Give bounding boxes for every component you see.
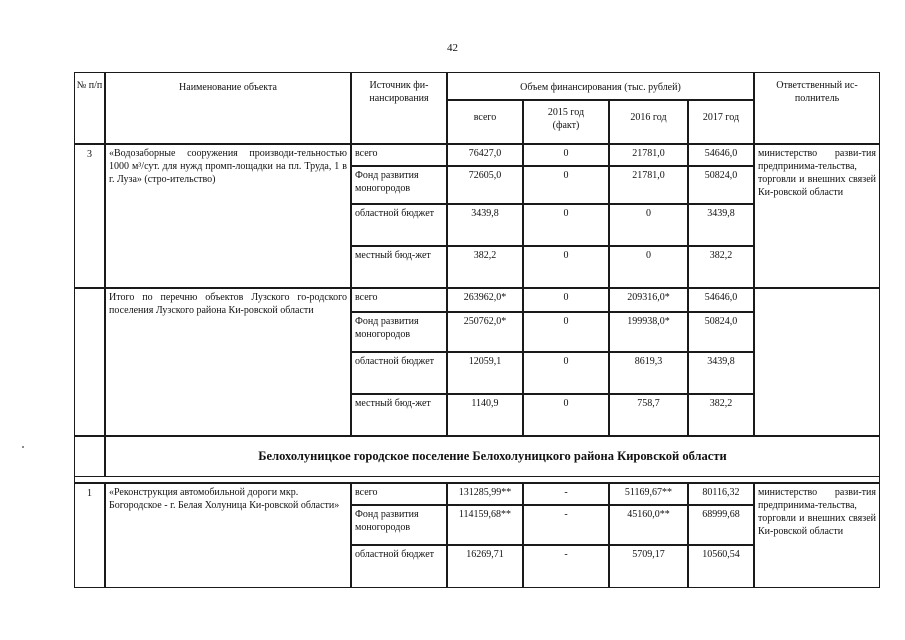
y2015-cell: 0 [523,204,609,246]
row-number: 1 [74,483,105,588]
y2016-cell: 5709,17 [609,545,688,588]
y2015-cell: 0 [523,312,609,352]
header-object-name: Наименование объекта [105,72,351,144]
y2017-cell: 50824,0 [688,166,754,204]
y2015-cell: - [523,483,609,505]
section-title: Белохолуницкое городское поселение Белохолуницкого района Кировской области [105,436,880,477]
subtotal-name: Итого по перечню объектов Лузского го-родского поселения Лузского района Ки-ровской области [105,288,351,436]
row-number [74,288,105,436]
header-funding-volume: Объем финансирования (тыс. рублей) [447,72,754,100]
y2017-cell: 382,2 [688,394,754,436]
y2017-cell: 50824,0 [688,312,754,352]
header-num: № п/п [74,72,105,144]
header-total: всего [447,100,523,144]
y2015-cell: 0 [523,246,609,288]
source-cell: областной бюджет [351,204,447,246]
y2017-cell: 80116,32 [688,483,754,505]
y2015-cell: 0 [523,288,609,312]
total-cell: 16269,71 [447,545,523,588]
y2017-cell: 68999,68 [688,505,754,545]
financing-table [74,72,880,588]
section-num-cell [74,436,105,477]
source-cell: всего [351,144,447,166]
total-cell: 12059,1 [447,352,523,394]
source-cell: областной бюджет [351,545,447,588]
total-cell: 114159,68** [447,505,523,545]
object-name: «Реконструкция автомобильной дороги мкр. Богородское - г. Белая Холуница Ки-ровской области» [105,483,351,588]
y2017-cell: 10560,54 [688,545,754,588]
source-cell: областной бюджет [351,352,447,394]
header-source: Источник фи- нансирования [351,72,447,144]
responsible-executor [754,288,880,436]
responsible-executor: министерство разви-тия предпринима-тельства, торговли и внешних связей Ки-ровской области [754,144,880,288]
total-cell: 131285,99** [447,483,523,505]
source-cell: местный бюд-жет [351,246,447,288]
y2016-cell: 21781,0 [609,166,688,204]
y2015-cell: 0 [523,166,609,204]
y2016-cell: 51169,67** [609,483,688,505]
header-2017: 2017 год [688,100,754,144]
y2017-cell: 54646,0 [688,288,754,312]
y2017-cell: 3439,8 [688,352,754,394]
source-cell: всего [351,288,447,312]
y2015-cell: 0 [523,352,609,394]
source-cell: Фонд развития моногородов [351,166,447,204]
header-2016: 2016 год [609,100,688,144]
y2015-cell: 0 [523,394,609,436]
total-cell: 3439,8 [447,204,523,246]
y2016-cell: 758,7 [609,394,688,436]
page-number: 42 [447,42,458,54]
y2016-cell: 199938,0* [609,312,688,352]
source-cell: Фонд развития моногородов [351,505,447,545]
total-cell: 382,2 [447,246,523,288]
y2016-cell: 21781,0 [609,144,688,166]
y2016-cell: 8619,3 [609,352,688,394]
total-cell: 76427,0 [447,144,523,166]
y2017-cell: 382,2 [688,246,754,288]
y2016-cell: 0 [609,246,688,288]
y2017-cell: 3439,8 [688,204,754,246]
y2015-cell: 0 [523,144,609,166]
y2015-cell: - [523,505,609,545]
y2017-cell: 54646,0 [688,144,754,166]
object-name: «Водозаборные сооружения производи-тельностью 1000 м³/сут. для нужд промп-лощадки на пл. Труда, 1 в г. Луза» (стро-ительство) [105,144,351,288]
total-cell: 263962,0* [447,288,523,312]
responsible-executor: министерство разви-тия предпринима-тельства, торговли и внешних связей Ки-ровской области [754,483,880,588]
scan-speck [22,446,24,448]
row-number: 3 [74,144,105,288]
source-cell: местный бюд-жет [351,394,447,436]
total-cell: 72605,0 [447,166,523,204]
total-cell: 1140,9 [447,394,523,436]
y2016-cell: 45160,0** [609,505,688,545]
source-cell: Фонд развития моногородов [351,312,447,352]
y2015-cell: - [523,545,609,588]
y2016-cell: 209316,0* [609,288,688,312]
y2016-cell: 0 [609,204,688,246]
total-cell: 250762,0* [447,312,523,352]
header-responsible: Ответственный ис- полнитель [754,72,880,144]
source-cell: всего [351,483,447,505]
header-2015: 2015 год (факт) [523,100,609,144]
